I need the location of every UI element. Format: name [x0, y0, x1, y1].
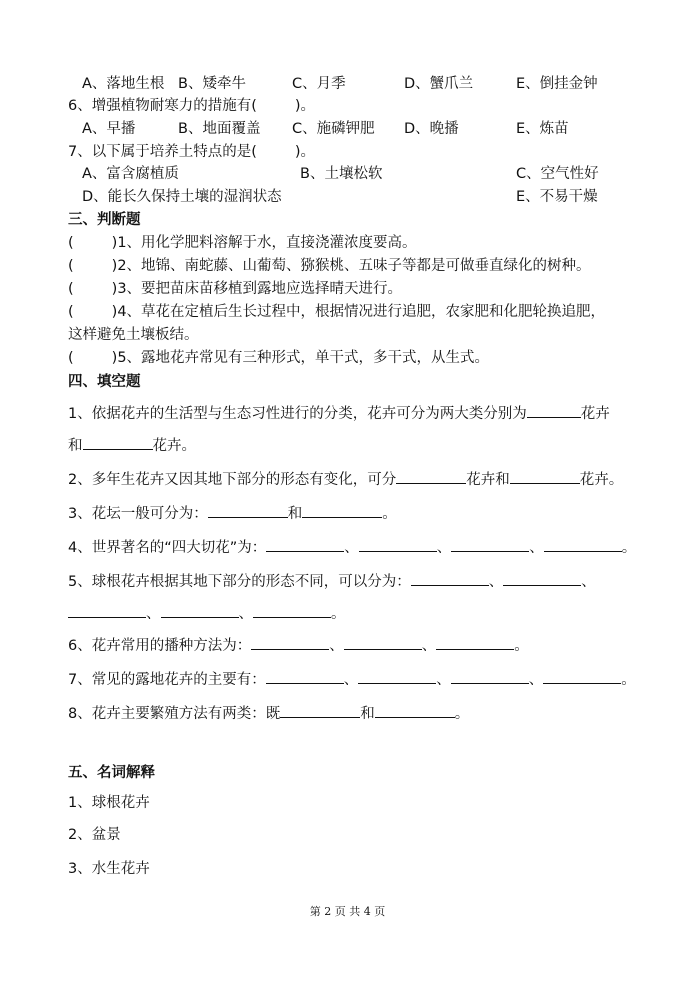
answer-blank[interactable]	[451, 537, 529, 552]
fill-q1-text-d: 花卉。	[152, 438, 196, 454]
answer-blank[interactable]	[358, 669, 436, 684]
judge-item-3	[68, 280, 402, 298]
separator: 、	[238, 606, 253, 622]
fill-q7	[68, 669, 636, 689]
answer-blank[interactable]	[208, 503, 288, 518]
q6-option-d: D、晚播	[404, 121, 459, 137]
term-item-3: 3、水生花卉	[68, 861, 150, 877]
question-6	[68, 97, 315, 115]
q7-option-a: A、富含腐植质	[82, 166, 179, 182]
separator: 、	[146, 606, 161, 622]
answer-blank[interactable]	[266, 537, 344, 552]
separator: 、	[528, 672, 544, 688]
answer-blank[interactable]	[266, 669, 344, 684]
judge-paren: (	[68, 350, 74, 366]
separator: 、	[436, 672, 451, 688]
judge-paren: (	[68, 235, 74, 251]
answer-blank[interactable]	[359, 537, 437, 552]
judge-item-1	[68, 234, 417, 252]
fill-q7-text: 7、常见的露地花卉的主要有：	[68, 672, 266, 688]
q6-option-b: B、地面覆盖	[178, 121, 261, 137]
term-item-1: 1、球根花卉	[68, 795, 150, 811]
fill-q3-text-b: 和	[287, 506, 303, 522]
answer-blank[interactable]	[251, 635, 329, 650]
answer-blank[interactable]	[68, 603, 146, 618]
q7-option-b: B、土壤松软	[300, 166, 383, 182]
fill-q5-text: 5、球根花卉根据其地下部分的形态不同，可以分为：	[68, 574, 411, 590]
question-7	[68, 143, 315, 161]
separator: 、	[529, 540, 544, 556]
q5-option-a: A、落地生根	[82, 76, 165, 92]
answer-blank[interactable]	[451, 669, 529, 684]
period: 。	[514, 638, 529, 654]
judge-text-2: )2、地锦、南蛇藤、山葡萄、猕猴桃、五味子等都是可做垂直绿化的树种。	[111, 258, 591, 274]
answer-blank[interactable]	[527, 403, 581, 418]
answer-blank[interactable]	[375, 703, 455, 718]
judge-text-5: )5、露地花卉常见有三种形式，单干式，多干式，从生式。	[111, 350, 490, 366]
judge-paren: (	[68, 258, 74, 274]
fill-q4	[68, 537, 636, 557]
answer-blank[interactable]	[436, 635, 514, 650]
separator: 、	[343, 672, 359, 688]
answer-blank[interactable]	[253, 603, 331, 618]
fill-q2-text: 2、多年生花卉又因其地下部分的形态有变化，可分	[68, 472, 397, 488]
answer-blank[interactable]	[344, 635, 422, 650]
fill-q3	[68, 503, 397, 523]
fill-q8-text-b: 和	[360, 706, 375, 722]
answer-blank[interactable]	[411, 571, 489, 586]
judge-item-2	[68, 257, 591, 275]
page-number: 第 2 页 共 4 页	[309, 905, 386, 918]
judge-item-4-cont: 这样避免土壤板结。	[68, 327, 199, 343]
fill-q3-text: 3、花坛一般可分为：	[68, 506, 208, 522]
fill-q1-text: 1、依据花卉的生活型与生态习性进行的分类，花卉可分为两大类分别为	[68, 406, 527, 422]
judge-item-5	[68, 349, 489, 367]
separator: 、	[329, 638, 344, 654]
answer-blank[interactable]	[543, 669, 621, 684]
fill-q8	[68, 703, 469, 723]
answer-blank[interactable]	[503, 571, 581, 586]
fill-q2-text-c: 花卉。	[579, 472, 624, 488]
period: 。	[331, 606, 346, 622]
q6-option-a: A、早播	[82, 121, 136, 137]
separator: 、	[421, 638, 437, 654]
q5-option-c: C、月季	[292, 76, 346, 92]
fill-q1-text-c: 和	[68, 438, 83, 454]
fill-q3-text-c: 。	[382, 506, 397, 522]
fill-q4-text: 4、世界著名的“四大切花”为：	[68, 540, 267, 556]
answer-blank[interactable]	[510, 469, 580, 484]
separator: 、	[344, 540, 359, 556]
separator: 、	[581, 574, 596, 590]
judge-paren: (	[68, 281, 74, 297]
answer-blank[interactable]	[396, 469, 466, 484]
term-item-2: 2、盆景	[68, 827, 121, 843]
q7-stem-end: )。	[294, 144, 316, 160]
section-heading-judge: 三、判断题	[68, 212, 141, 228]
separator: 、	[436, 540, 452, 556]
answer-blank[interactable]	[544, 537, 622, 552]
answer-blank[interactable]	[83, 435, 153, 450]
fill-q5-line1	[68, 571, 596, 591]
section-heading-fill: 四、填空题	[68, 374, 141, 390]
fill-q1-text-b: 花卉	[580, 406, 610, 422]
q6-option-c: C、施磷钾肥	[292, 121, 375, 137]
fill-q5-line2	[68, 603, 346, 623]
q5-option-e: E、倒挂金钟	[516, 76, 598, 92]
q7-option-d: D、能长久保持土壤的湿润状态	[82, 189, 282, 205]
period: 。	[621, 540, 637, 556]
answer-blank[interactable]	[302, 503, 382, 518]
judge-text-3: )3、要把苗床苗移植到露地应选择晴天进行。	[111, 281, 403, 297]
fill-q1-line1	[68, 403, 610, 423]
answer-blank[interactable]	[280, 703, 360, 718]
judge-paren: (	[68, 304, 74, 320]
q5-option-d: D、蟹爪兰	[404, 76, 474, 92]
fill-q6	[68, 635, 529, 655]
judge-text-4: )4、草花在定植后生长过程中，根据情况进行追肥，农家肥和化肥轮换追肥，	[111, 304, 606, 320]
section-heading-terms: 五、名词解释	[68, 765, 155, 781]
q7-option-e: E、不易干燥	[516, 189, 598, 205]
q6-option-e: E、炼苗	[516, 121, 569, 137]
period: 。	[621, 672, 636, 688]
q6-stem: 6、增强植物耐寒力的措施有(	[68, 98, 257, 114]
fill-q2	[68, 469, 623, 489]
q5-option-b: B、矮牵牛	[178, 76, 246, 92]
fill-q2-text-b: 花卉和	[466, 472, 510, 488]
judge-item-4	[68, 303, 605, 321]
fill-q8-text-c: 。	[454, 706, 470, 722]
q6-stem-end: )。	[294, 98, 316, 114]
fill-q1-line2	[68, 435, 196, 455]
judge-text-1: )1、用化学肥料溶解于水，直接浇灌浓度要高。	[111, 235, 417, 251]
fill-q8-text: 8、花卉主要繁殖方法有两类：既	[68, 706, 281, 722]
separator: 、	[488, 574, 504, 590]
q7-stem: 7、以下属于培养土特点的是(	[68, 144, 257, 160]
answer-blank[interactable]	[161, 603, 239, 618]
fill-q6-text: 6、花卉常用的播种方法为：	[68, 638, 252, 654]
q7-option-c: C、空气性好	[516, 166, 599, 182]
